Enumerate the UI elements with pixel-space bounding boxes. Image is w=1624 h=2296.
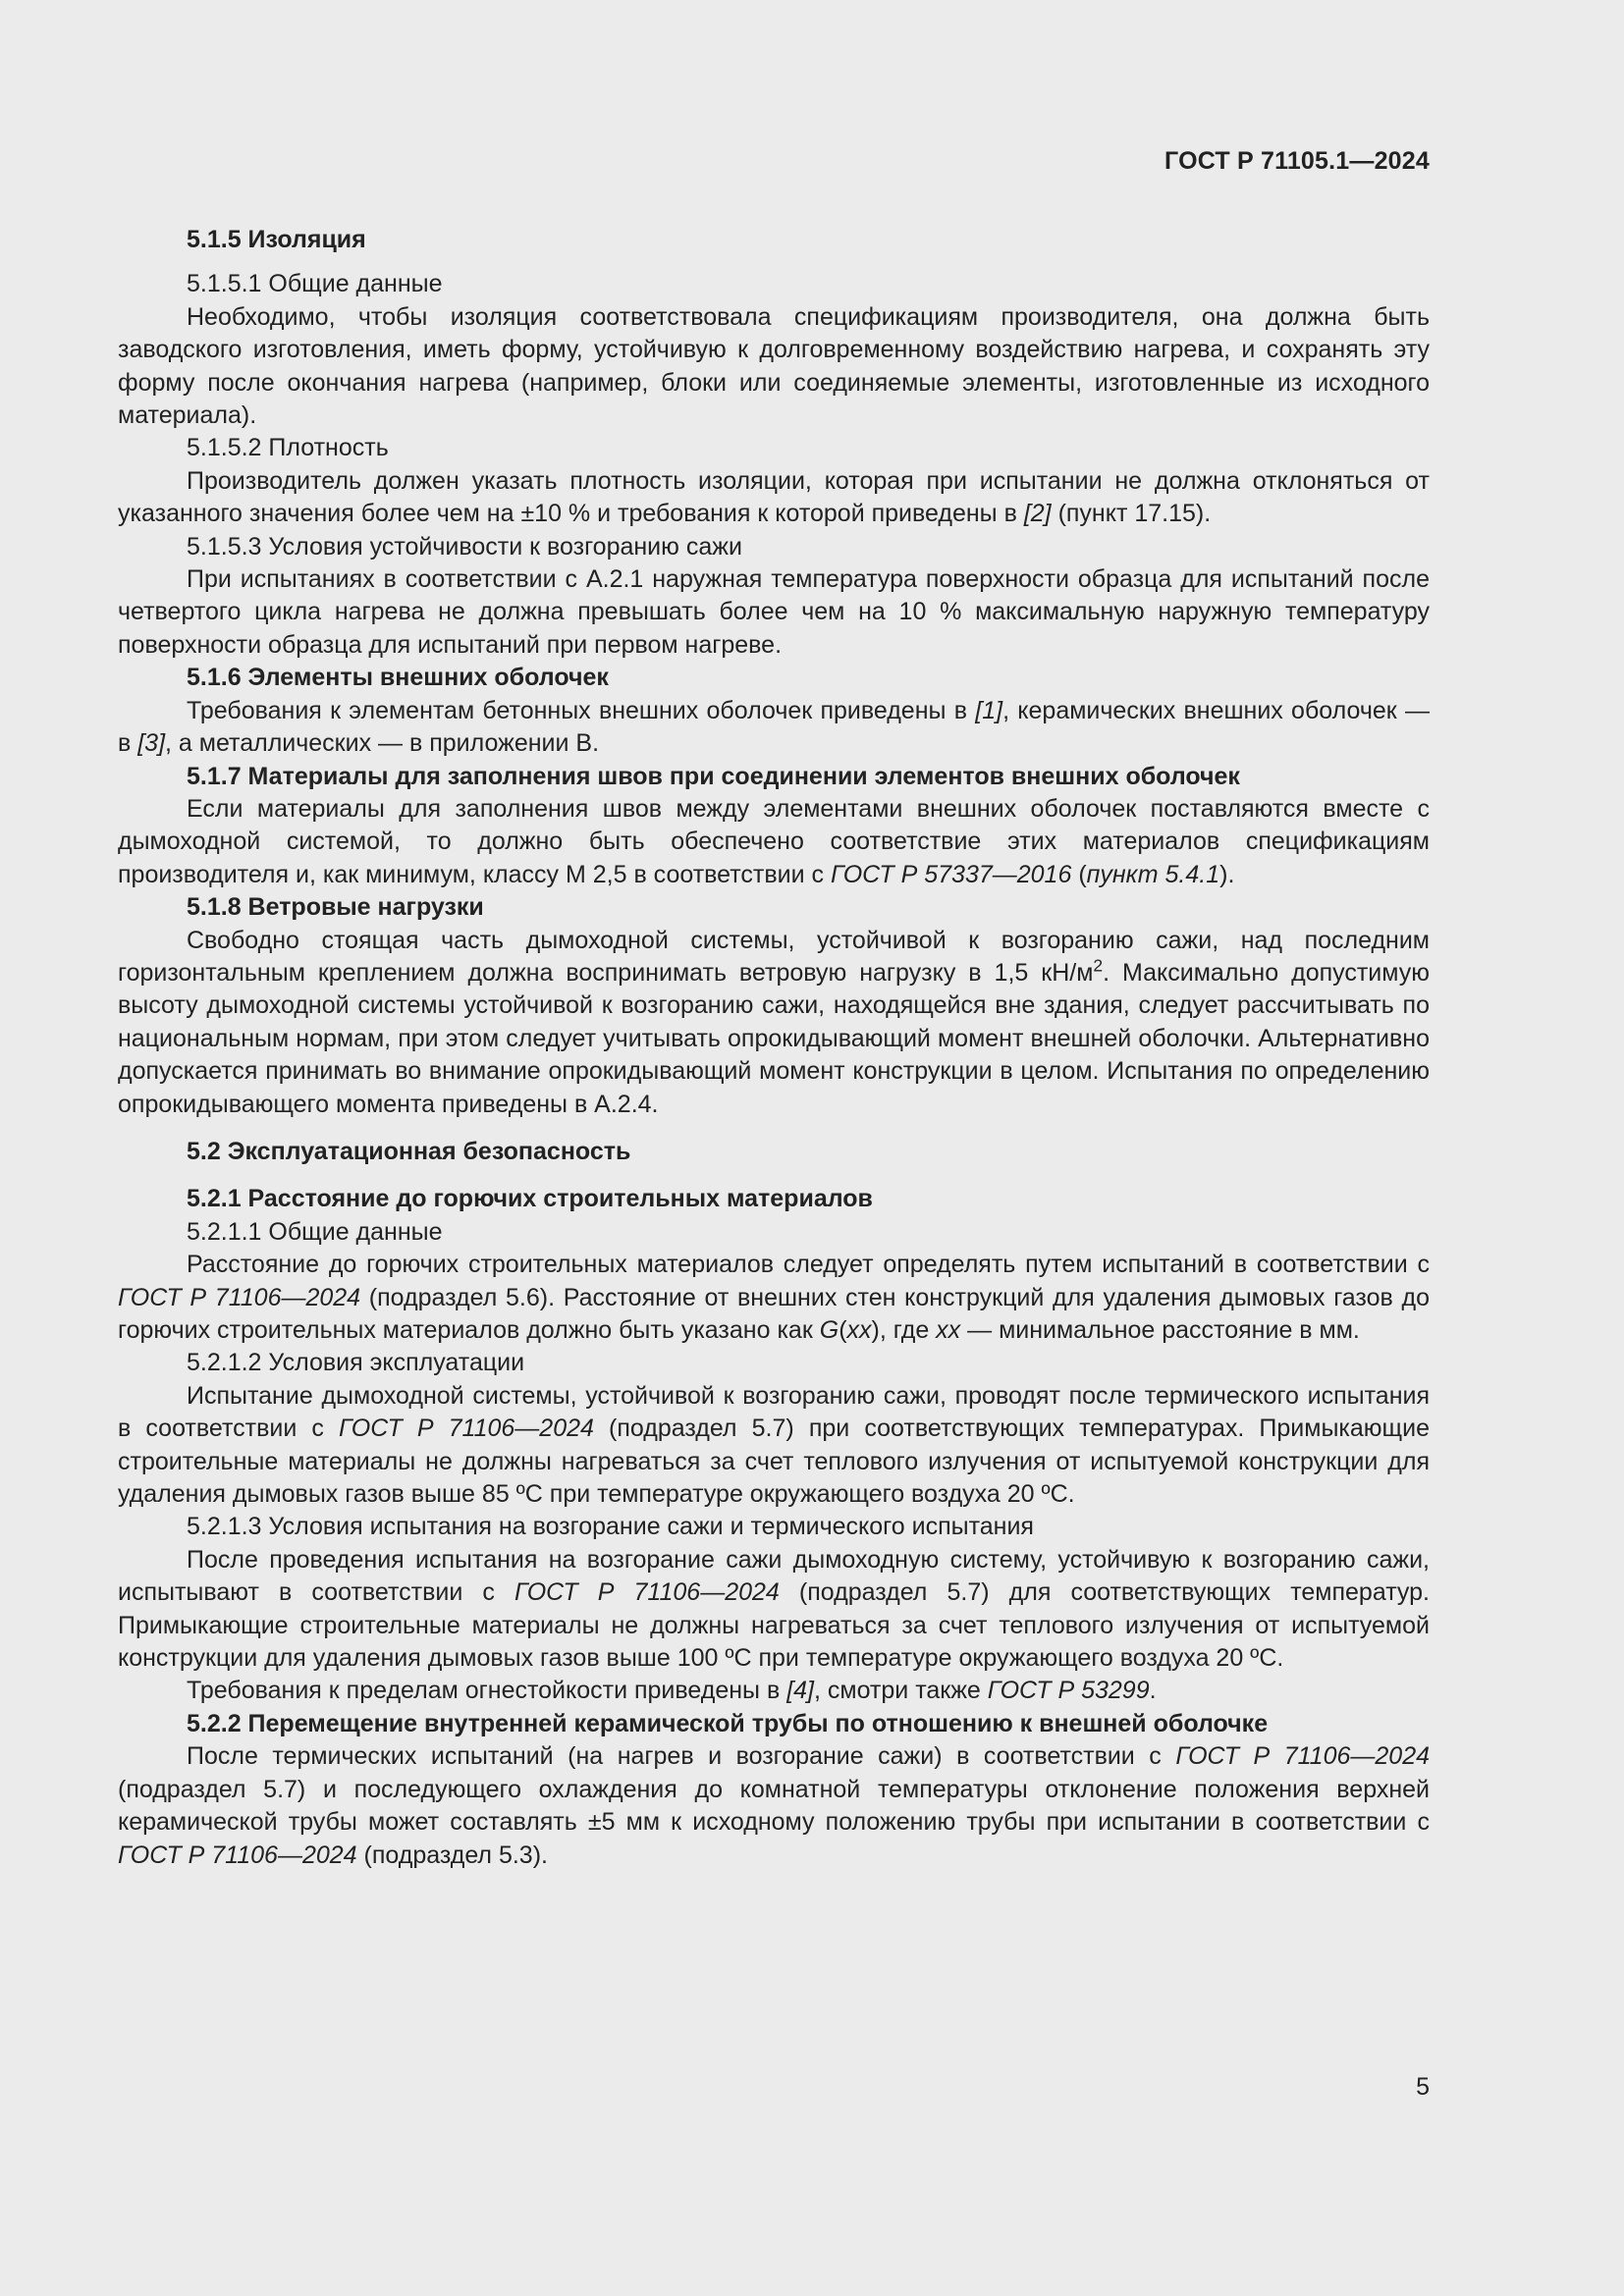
text-run: 5.1.5.1 Общие данные [187, 270, 443, 298]
text-run: 5.2.1.2 Условия эксплуатации [187, 1349, 525, 1377]
page-number: 5 [1416, 2073, 1430, 2101]
text-run: 5.1.8 Ветровые нагрузки [187, 893, 484, 922]
text-run: — минимальное расстояние в мм. [960, 1316, 1360, 1344]
text-run: Производитель должен указать плотность изоляции, которая при испытании не должна отклоняться от указанного значения более чем на ±10 % и требования к которой приведены в [118, 466, 1430, 528]
text-run: 5.2.1.3 Условия испытания на возгорание сажи и термического испытания [187, 1513, 1034, 1541]
text-run: , керамических внешних оболочек — в [118, 696, 1430, 758]
text-run: 5.2.2 Перемещение внутренней керамической трубы по отношению к внешней оболочке [187, 1709, 1269, 1737]
paragraph [118, 1675, 1430, 1707]
text-run: После проведения испытания на возгорание сажи дымоходную систему, устойчивую к возгоранию сажи, испытывают в соответствии с [118, 1545, 1430, 1607]
text-run: Расстояние до горючих строительных материалов следует определять путем испытаний в соответствии с [187, 1251, 1430, 1279]
text-run: , а металлических — в приложении В. [165, 729, 600, 758]
reference-text: ГОСТ Р 53299 [987, 1677, 1150, 1705]
text-run: Испытание дымоходной системы, устойчивой к возгоранию сажи, проводят после термического испытания в соответствии с [118, 1381, 1430, 1443]
text-run: Если материалы для заполнения швов между элементами внешних оболочек поставляются вместе с дымоходной системой, то должно быть обеспечено соответствие этих материалов спецификациям производителя и, как минимум, классу М 2,5 в соответствии с [118, 794, 1430, 888]
document-id-header: ГОСТ Р 71105.1—2024 [1164, 147, 1430, 175]
reference-text: [1] [975, 696, 1003, 724]
section-heading [118, 891, 1430, 924]
text-run: ), где [871, 1316, 937, 1344]
text-run: 5.2.1.1 Общие данные [187, 1217, 443, 1246]
reference-text: ГОСТ Р 71106—2024 [118, 1841, 357, 1869]
text-run: 5.2.1 Расстояние до горючих строительных материалов [187, 1185, 873, 1213]
paragraph [118, 1249, 1430, 1347]
paragraph [118, 563, 1430, 662]
text-run: ( [839, 1316, 847, 1344]
section-heading [118, 1708, 1430, 1740]
text-run: ( [1071, 860, 1087, 888]
paragraph [118, 432, 1430, 464]
text-run: 5.1.5 Изоляция [187, 226, 366, 253]
section-heading [118, 662, 1430, 694]
paragraph [118, 268, 1430, 300]
reference-text: [3] [137, 729, 166, 758]
text-run: После термических испытаний (на нагрев и возгорание сажи) в соответствии с [187, 1742, 1176, 1771]
paragraph [118, 1544, 1430, 1676]
text-run: Требования к элементам бетонных внешних оболочек приведены в [187, 696, 976, 724]
text-run: ). [1219, 860, 1235, 888]
text-run: 5.1.5.2 Плотность [187, 434, 389, 462]
text-run: (пункт 17.15). [1051, 500, 1212, 528]
paragraph [118, 1511, 1430, 1543]
text-run: При испытаниях в соответствии с А.2.1 наружная температура поверхности образца для испытаний после четвертого цикла нагрева не должна превышать более чем на 10 % максимальную наружную температуру поверхности образца для испытаний при первом нагреве. [118, 565, 1430, 659]
superscript: 2 [1093, 955, 1104, 976]
reference-text: ГОСТ Р 71106—2024 [514, 1578, 780, 1607]
text-run: (подраздел 5.6). Расстояние от внешних стен конструкций для удаления дымовых газов до горючих строительных материалов должно быть указано как [118, 1283, 1430, 1344]
text-run: 5.1.5.3 Условия устойчивости к возгоранию сажи [187, 532, 742, 561]
text-run: 5.2 Эксплуатационная безопасность [187, 1137, 631, 1165]
paragraph [118, 793, 1430, 891]
text-run: Требования к пределам огнестойкости приведены в [187, 1677, 787, 1705]
section-heading [118, 1136, 1430, 1168]
text-run: 5.1.6 Элементы внешних оболочек [187, 664, 609, 692]
reference-text: ГОСТ Р 57337—2016 [830, 860, 1072, 888]
text-run: . Максимально допустимую высоту дымоходной системы устойчивой к возгоранию сажи, находящейся вне здания, следует рассчитывать по национальным нормам, при этом следует учитывать опрокидывающий момент внешней оболочки. Альтернативно допускается принимать во внимание опрокидывающий момент конструкции в целом. Испытания по определению опрокидывающего момента приведены в А.2.4. [118, 958, 1430, 1118]
text-run: , смотри также [814, 1677, 988, 1705]
paragraph [118, 1380, 1430, 1512]
document-body [118, 224, 1430, 1872]
paragraph [118, 1347, 1430, 1379]
paragraph [118, 301, 1430, 433]
paragraph [118, 925, 1430, 1121]
text-run: Необходимо, чтобы изоляция соответствовала спецификациям производителя, она должна быть заводского изготовления, иметь форму, устойчивую к долговременному воздействию нагрева, и сохранять эту форму после окончания нагрева (например, блоки или соединяемые элементы, изготовленные из исходного материала). [118, 302, 1430, 430]
reference-text: ГОСТ Р 71106—2024 [339, 1415, 594, 1443]
paragraph [118, 1740, 1430, 1872]
reference-text: xx [846, 1316, 872, 1344]
paragraph [118, 695, 1430, 761]
text-run: (подраздел 5.3). [356, 1841, 548, 1869]
paragraph [118, 1216, 1430, 1249]
section-heading [118, 224, 1430, 256]
text-run: 5.1.7 Материалы для заполнения швов при соединении элементов внешних оболочек [187, 762, 1240, 790]
text-run: (подраздел 5.7) при соответствующих температурах. Примыкающие строительные материалы не должны нагреваться за счет теплового излучения от испытуемой конструкции для удаления дымовых газов выше 85 ºС при температуре окружающего воздуха 20 ºС. [118, 1415, 1430, 1509]
text-run: . [1149, 1677, 1157, 1705]
reference-text: пункт 5.4.1 [1086, 860, 1220, 888]
section-heading [118, 761, 1430, 793]
reference-text: [4] [786, 1677, 814, 1705]
reference-text: G [819, 1316, 839, 1344]
section-heading [118, 1183, 1430, 1215]
reference-text: [2] [1023, 500, 1052, 528]
reference-text: ГОСТ Р 71106—2024 [1175, 1742, 1431, 1771]
reference-text: xx [936, 1316, 961, 1344]
text-run: Свободно стоящая часть дымоходной системы, устойчивой к возгоранию сажи, над последним горизонтальным креплением должна воспринимать ветровую нагрузку в 1,5 кН/м [118, 926, 1430, 987]
paragraph [118, 465, 1430, 531]
paragraph [118, 531, 1430, 563]
text-run: (подраздел 5.7) и последующего охлаждения до комнатной температуры отклонение положения верхней керамической трубы может составлять ±5 мм к исходному положению трубы при испытании в соответствии с [118, 1775, 1430, 1837]
reference-text: ГОСТ Р 71106—2024 [118, 1283, 361, 1311]
text-run: (подраздел 5.7) для соответствующих температур. Примыкающие строительные материалы не должны нагреваться за счет теплового излучения от испытуемой конструкции для удаления дымовых газов выше 100 ºС при температуре окружающего воздуха 20 ºС. [118, 1578, 1430, 1673]
